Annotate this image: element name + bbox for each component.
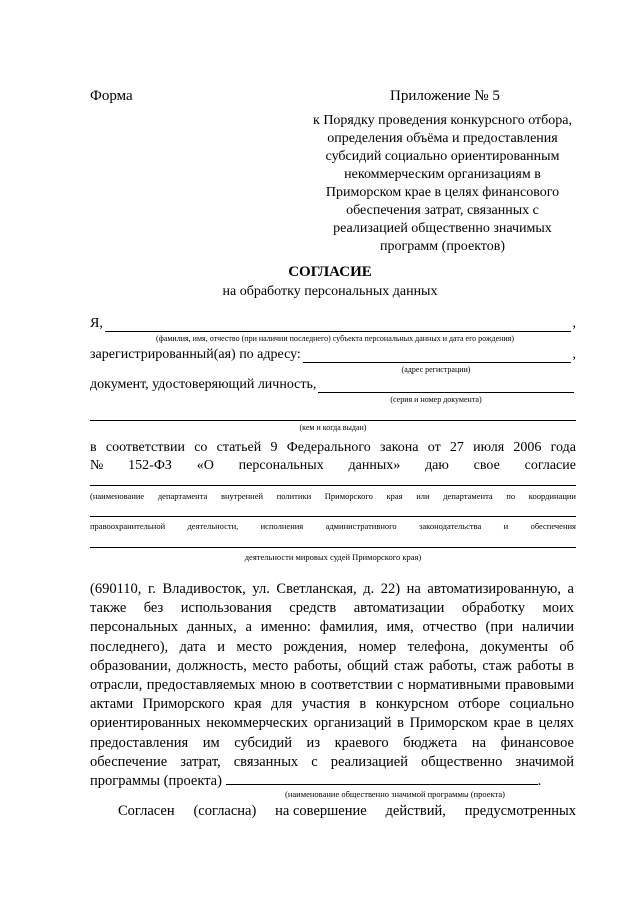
department-blank-2[interactable] (90, 516, 576, 517)
consent-line-word: (согласна) (193, 803, 257, 819)
address-suffix: , (572, 347, 576, 362)
id-document-hint: (серия и номер документа) (390, 395, 482, 404)
name-suffix: , (572, 316, 576, 331)
department-blank-3[interactable] (90, 547, 576, 548)
issued-by-blank[interactable] (90, 420, 576, 421)
department-hint-1-word: координации (528, 491, 576, 501)
id-document-field-line (90, 377, 576, 393)
law-line-2-word: № (90, 458, 104, 473)
department-blank-1[interactable] (90, 485, 576, 486)
law-reference-line-2 (90, 458, 576, 474)
department-hint-1-word: по (506, 491, 516, 501)
name-blank[interactable] (105, 319, 571, 332)
department-hint-1-word: департамента (443, 491, 493, 501)
consent-line-word: Согласен (118, 803, 175, 819)
consent-body-paragraph (90, 580, 574, 791)
department-hint-2-word: и (503, 521, 509, 531)
law-line-2-word: данных» (348, 458, 401, 473)
address-hint: (адрес регистрации) (401, 365, 471, 374)
id-document-label: документ, удостоверяющий личность, (90, 377, 317, 392)
department-hint-1-word: или (416, 491, 430, 501)
consent-body-text: (690110, г. Владивосток, ул. Светланская, д. 22) на автоматизированную, а также без использования средств автоматизации обработку моих персональных данных, а именно: фамилия, имя, отчество (при наличии последнего), дата и место рождения, номер телефона, документы об образовании, должность, место работы, общий стаж работы, стаж работы в отрасли, предоставляемых мною в соответствии с нормативными правовыми актами Приморского края для участия в конкурсном отборе социально ориентированных некоммерческих организаций в Приморском крае в целях предоставления им субсидий из краевого бюджета на финансовое обеспечение затрат, связанных с реализацией общественно значимой программы (проекта) (90, 581, 574, 790)
department-hint-2-word: законодательства (419, 521, 482, 531)
address-label: зарегистрированный(ая) по адресу: (90, 347, 301, 362)
law-line-1-word: в (90, 440, 97, 455)
law-line-2-word: даю (425, 458, 449, 473)
department-hint-line-3: деятельности мировых судей Приморского края) (244, 552, 422, 562)
law-line-2-word: персональных (238, 458, 324, 473)
document-title: СОГЛАСИЕ (288, 264, 372, 280)
department-hint-1-word: внутренней (220, 491, 264, 501)
name-field-line (90, 316, 576, 332)
department-hint-1-word: Приморского (324, 491, 373, 501)
consent-line-word: на совершение (275, 803, 367, 819)
law-line-1-word: года (550, 440, 576, 455)
appendix-title: Приложение № 5 (390, 88, 500, 104)
issued-by-hint: (кем и когда выдан) (299, 423, 367, 432)
law-reference-line-1 (90, 440, 576, 456)
document-subtitle: на обработку персональных данных (222, 284, 438, 299)
department-hint-line-1 (90, 491, 576, 501)
program-name-hint: (наименование общественно значимой программы (проекта) (285, 789, 505, 799)
consent-actions-line (118, 803, 576, 819)
consent-line-word: предусмотренных (464, 803, 576, 819)
program-name-blank[interactable] (226, 772, 538, 785)
department-hint-2-word: обеспечения (530, 521, 576, 531)
id-document-blank[interactable] (318, 380, 574, 393)
department-hint-2-word: правоохранительной (90, 521, 166, 531)
law-line-1-word: 27 (449, 440, 464, 455)
name-hint: (фамилия, имя, отчество (при наличии последнего) субъекта персональных данных и дата его рождения) (155, 334, 515, 343)
department-hint-1-word: (наименование (90, 491, 145, 501)
address-field-line (90, 347, 576, 363)
department-hint-1-word: департамента (157, 491, 208, 501)
law-line-1-word: июля (473, 440, 505, 455)
program-suffix: . (537, 773, 542, 790)
law-line-2-word: согласие (524, 458, 576, 473)
law-line-1-word: от (427, 440, 441, 455)
law-line-1-word: статьей (216, 440, 262, 455)
appendix-description: к Порядку проведения конкурсного отбора, определения объёма и предоставления субсидий социально ориентированным некоммерческим организациям в Приморском крае в целях финансового обеспечения затрат, связанных с реализацией общественно значимых программ (проектов) (313, 113, 572, 254)
law-line-2-word: свое (473, 458, 500, 473)
name-prefix: Я, (90, 316, 103, 331)
law-line-2-word: 152-ФЗ (128, 458, 172, 473)
law-line-1-word: со (194, 440, 208, 455)
law-line-1-word: 2006 (513, 440, 542, 455)
law-line-1-word: 9 (270, 440, 278, 455)
department-hint-1-word: края (386, 491, 403, 501)
form-label: Форма (90, 88, 133, 104)
department-hint-2-word: деятельности, (187, 521, 239, 531)
department-hint-1-word: политики (276, 491, 312, 501)
department-hint-2-word: исполнения (260, 521, 304, 531)
law-line-1-word: Федерального (286, 440, 371, 455)
consent-line-word: действий, (385, 803, 446, 819)
department-hint-2-word: административного (325, 521, 397, 531)
law-line-1-word: закона (379, 440, 419, 455)
law-line-2-word: «О (196, 458, 214, 473)
law-line-1-word: соответствии (105, 440, 185, 455)
department-hint-line-2 (90, 521, 576, 531)
address-blank[interactable] (303, 350, 571, 363)
